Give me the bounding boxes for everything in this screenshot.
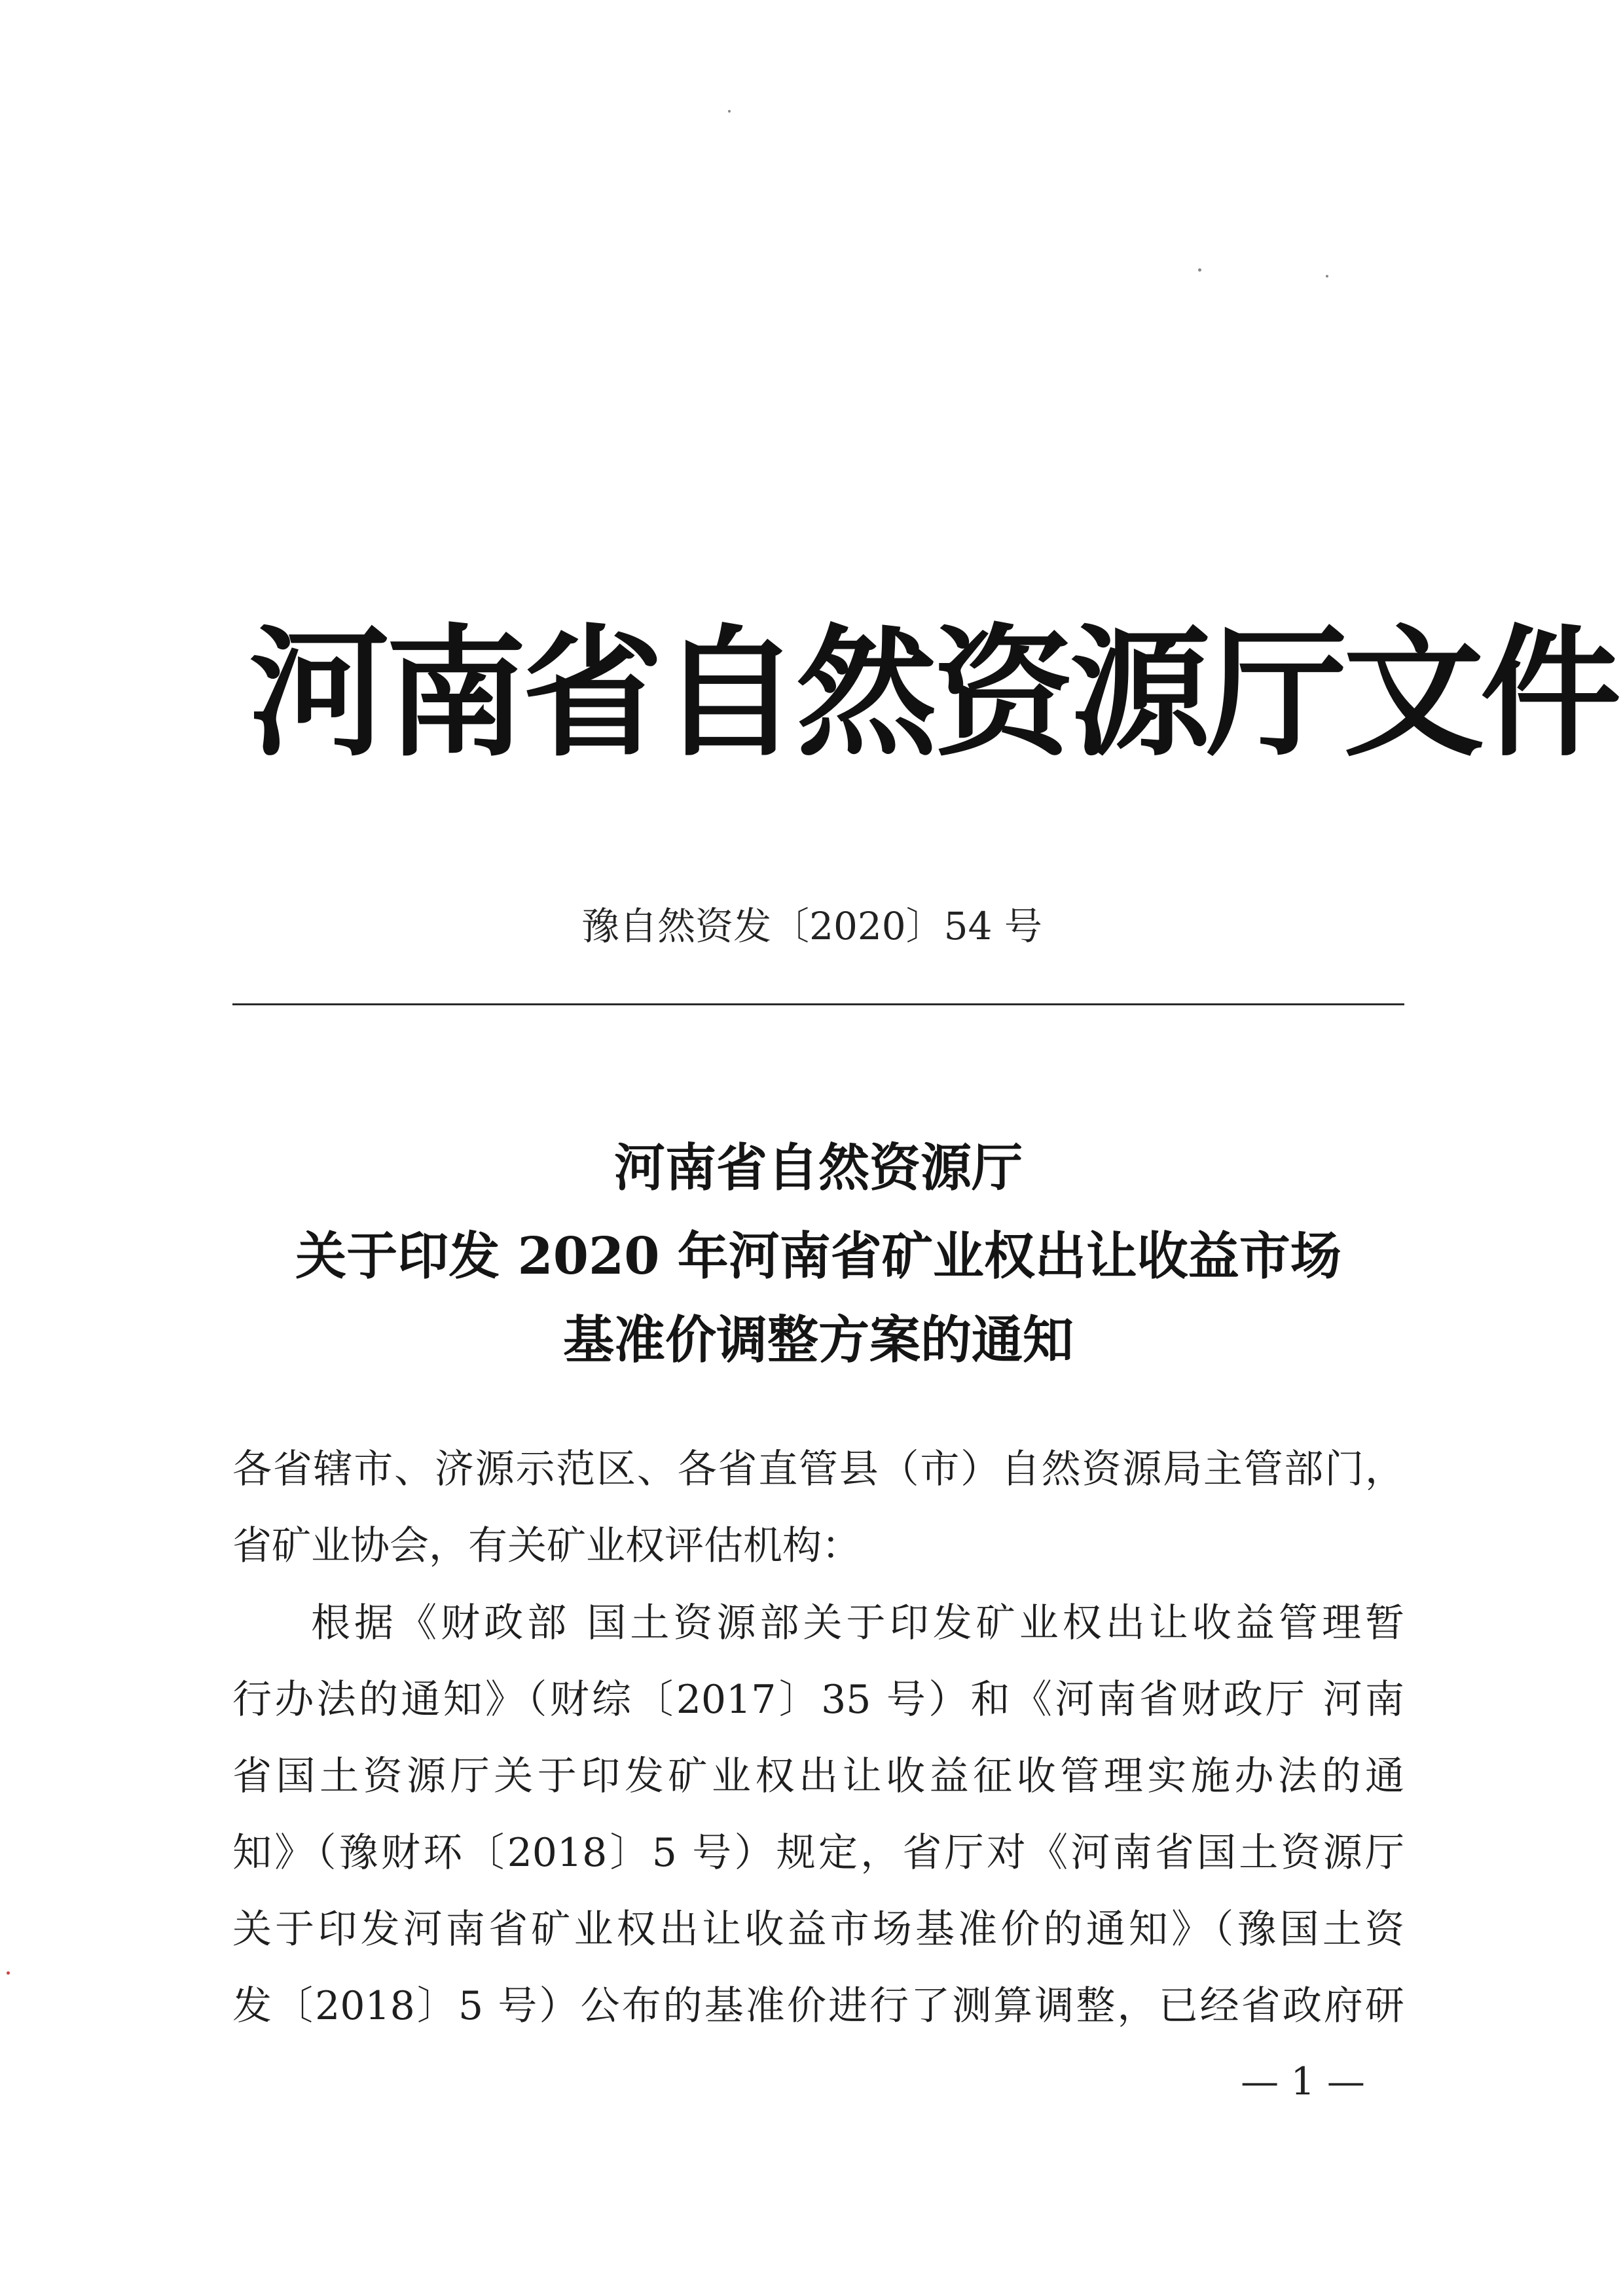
notice-title-line-1: 河南省自然资源厅: [613, 1138, 1023, 1198]
scan-speck: [1198, 268, 1201, 272]
scan-speck: [1326, 275, 1328, 278]
scan-speck: [7, 1971, 10, 1975]
page-number: — 1 —: [1241, 2059, 1365, 2104]
salutation-line: 省矿业协会，有关矿业权评估机构：: [232, 1523, 861, 1569]
scan-speck: [728, 110, 731, 113]
document-number: 豫自然资发〔2020〕54 号: [581, 904, 1042, 948]
header-divider: [232, 1003, 1404, 1005]
body-paragraph-line: 发〔2018〕5 号）公布的基准价进行了测算调整，已经省政府研: [232, 1983, 1404, 2029]
body-paragraph-line: 根据《财政部 国土资源部关于印发矿业权出让收益管理暂: [311, 1600, 1404, 1646]
body-paragraph-line: 关于印发河南省矿业权出让收益市场基准价的通知》（豫国土资: [232, 1907, 1404, 1952]
document-masthead: 河南省自然资源厅文件: [249, 611, 1617, 776]
notice-title-line-2: 关于印发 2020 年河南省矿业权出让收益市场: [295, 1227, 1341, 1286]
body-paragraph-line: 知》（豫财环〔2018〕5 号）规定，省厅对《河南省国土资源厅: [232, 1830, 1404, 1876]
body-paragraph-line: 省国土资源厅关于印发矿业权出让收益征收管理实施办法的通: [232, 1753, 1404, 1799]
body-paragraph-line: 行办法的通知》（财综〔2017〕35 号）和《河南省财政厅 河南: [232, 1677, 1404, 1723]
salutation-line: 各省辖市、济源示范区、各省直管县（市）自然资源局主管部门，: [232, 1446, 1404, 1492]
notice-title-line-3: 基准价调整方案的通知: [562, 1310, 1074, 1370]
